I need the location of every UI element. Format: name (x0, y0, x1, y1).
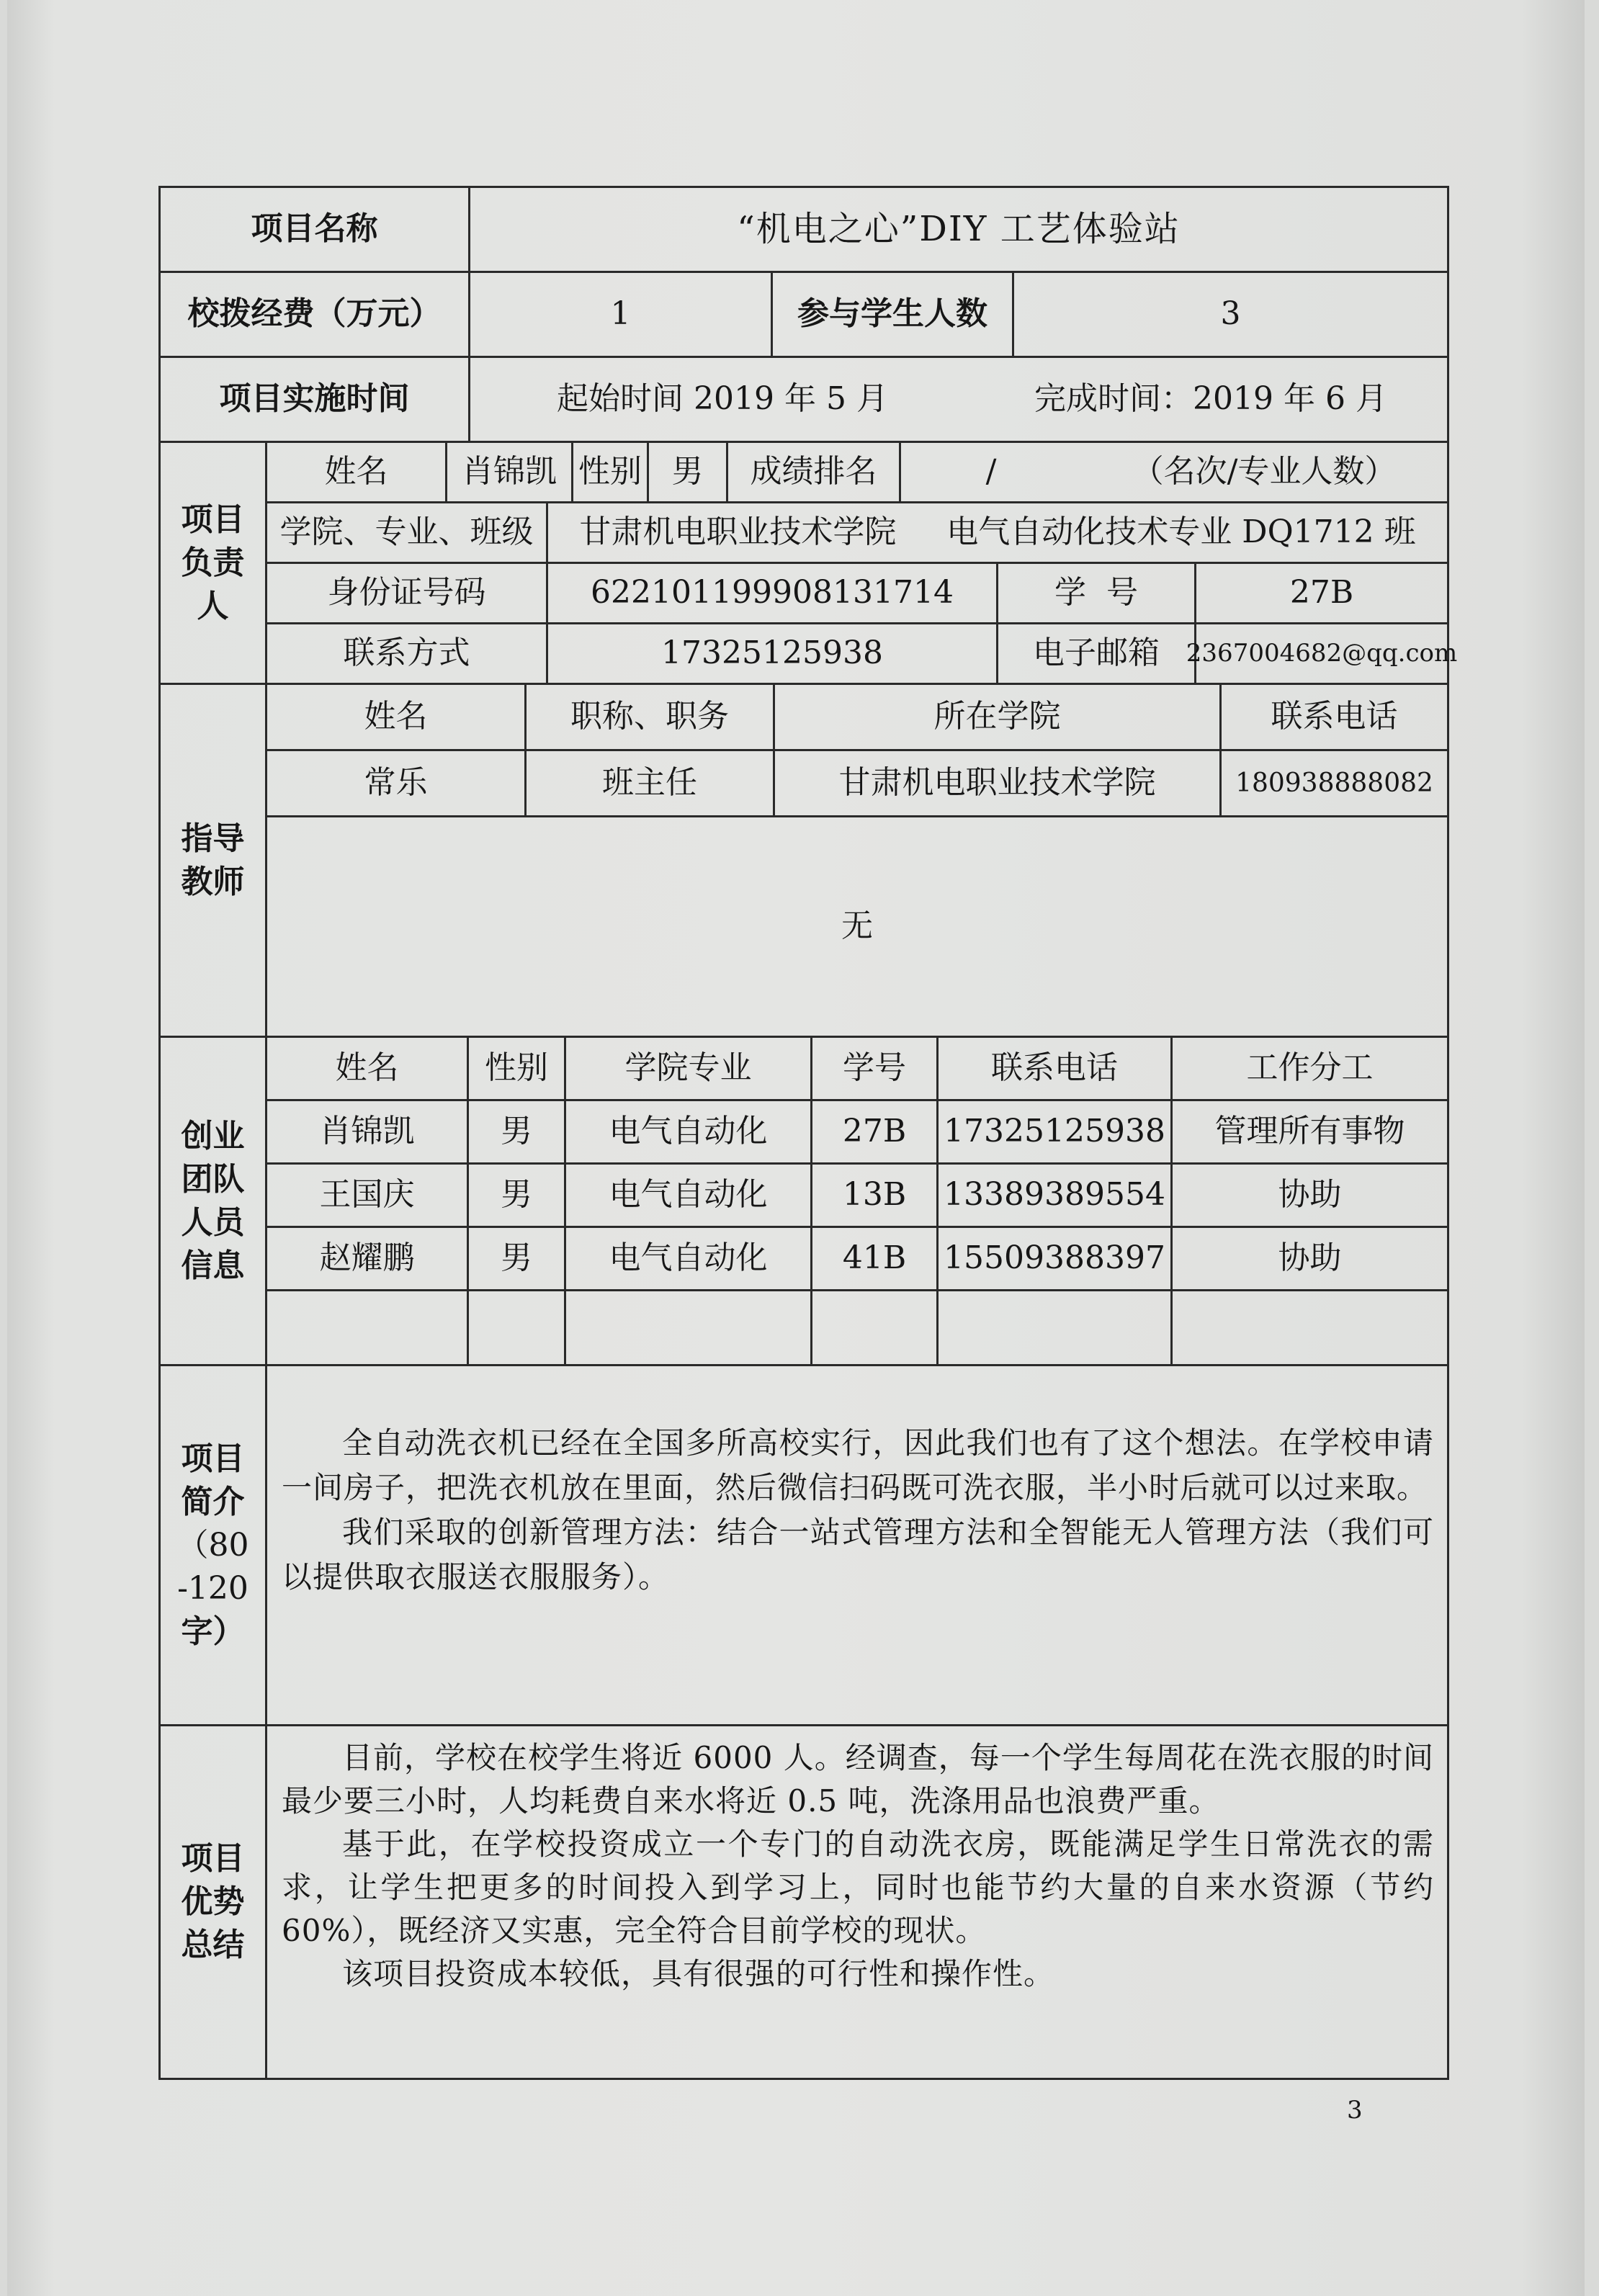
leader-section-label (161, 443, 267, 685)
team-empty-row-role (1173, 1291, 1447, 1366)
implementation-time-label: 项目实施时间 (161, 358, 470, 443)
intro-label-line-5: 字） (181, 1613, 245, 1650)
intro-label-line-3: （80 (176, 1526, 249, 1564)
intro-label-line-1: 项目 (181, 1440, 245, 1477)
team-header-role: 工作分工 (1173, 1038, 1447, 1101)
advisor-header-college: 所在学院 (775, 685, 1222, 751)
intro-label-line-4: -120 (177, 1569, 248, 1607)
team-row-2-major: 电气自动化 (566, 1165, 812, 1228)
leader-label-line-2: 负责 (181, 544, 245, 581)
advantage-paragraph-1: 目前，学校在校学生将近 6000 人。经调查，每一个学生每周花在洗衣服的时间最少要三小时，人均耗费自来水将近 0.5 吨，洗涤用品也浪费严重。 (282, 1740, 1434, 1819)
leader-name-value: 肖锦凯 (447, 443, 573, 503)
team-section-label (161, 1038, 267, 1366)
leader-email-value: 2367004682@qq.com (1196, 624, 1447, 685)
leader-id-value: 622101199908131714 (548, 564, 998, 624)
team-header-phone: 联系电话 (939, 1038, 1173, 1101)
team-empty-row-name (267, 1291, 469, 1366)
leader-label-line-1: 项目 (181, 501, 245, 538)
project-form-table (158, 186, 1458, 2080)
team-empty-row-gender (469, 1291, 566, 1366)
advantage-label-line-1: 项目 (181, 1840, 245, 1877)
leader-gender-label: 性别 (573, 443, 649, 503)
team-row-3-gender: 男 (469, 1228, 566, 1291)
team-label-line-1: 创业 (181, 1117, 245, 1154)
advantage-paragraph-2: 基于此，在学校投资成立一个专门的自动洗衣房，既能满足学生日常洗衣的需求，让学生把更多的时间投入到学习上，同时也能节约大量的自来水资源（节约 60%），既经济又实惠，完全符合目前学校的现状。 (282, 1826, 1434, 1948)
advisor-label-line-1: 指导 (181, 820, 245, 857)
leader-email-label: 电子邮箱 (998, 624, 1196, 685)
team-row-1-phone: 17325125938 (939, 1101, 1173, 1165)
team-header-student-no: 学号 (812, 1038, 939, 1101)
team-label-line-4: 信息 (181, 1247, 245, 1284)
leader-contact-label: 联系方式 (267, 624, 548, 685)
leader-college-label: 学院、专业、班级 (267, 503, 548, 564)
intro-text (282, 1421, 1434, 1600)
advisor-college: 甘肃机电职业技术学院 (775, 751, 1222, 817)
team-row-1-major: 电气自动化 (566, 1101, 812, 1165)
intro-paragraph-2: 我们采取的创新管理方法：结合一站式管理方法和全智能无人管理方法（我们可以提供取衣服送衣服服务）。 (282, 1515, 1434, 1595)
team-row-2-gender: 男 (469, 1165, 566, 1228)
leader-rank-value: / (901, 443, 1081, 503)
intro-label-line-2: 简介 (181, 1483, 245, 1520)
leader-id-label: 身份证号码 (267, 564, 548, 624)
advisor-label-line-2: 教师 (181, 863, 245, 900)
project-name-value: “机电之心”DIY 工艺体验站 (470, 188, 1447, 273)
team-header-name: 姓名 (267, 1038, 469, 1101)
leader-student-no-label: 学 号 (998, 564, 1196, 624)
funding-value: 1 (470, 273, 773, 358)
advisor-header-name: 姓名 (267, 685, 527, 751)
team-row-2-phone: 13389389554 (939, 1165, 1173, 1228)
project-name-label: 项目名称 (161, 188, 470, 273)
advantage-paragraph-3: 该项目投资成本较低，具有很强的可行性和操作性。 (342, 1956, 1055, 1991)
document-page (7, 0, 1585, 2296)
leader-college-value: 甘肃机电职业技术学院 电气自动化技术专业 DQ1712 班 (548, 503, 1447, 564)
leader-rank-note: （名次/专业人数） (1081, 443, 1447, 503)
team-row-1-gender: 男 (469, 1101, 566, 1165)
leader-contact-value: 17325125938 (548, 624, 998, 685)
intro-paragraph-1: 全自动洗衣机已经在全国多所高校实行，因此我们也有了这个想法。在学校申请一间房子，把洗衣机放在里面，然后微信扫码既可洗衣服，半小时后就可以过来取。 (282, 1425, 1434, 1505)
team-header-major: 学院专业 (566, 1038, 812, 1101)
team-row-3-phone: 15509388397 (939, 1228, 1173, 1291)
team-empty-row-student-no (812, 1291, 939, 1366)
team-row-3-major: 电气自动化 (566, 1228, 812, 1291)
team-row-1-role: 管理所有事物 (1173, 1101, 1447, 1165)
advisor-section-label (161, 685, 267, 1038)
leader-label-line-3: 人 (197, 587, 229, 624)
end-time: 完成时间：2019 年 6 月 (975, 358, 1447, 443)
advisor-header-phone: 联系电话 (1222, 685, 1447, 751)
team-row-1-name: 肖锦凯 (267, 1101, 469, 1165)
advisor-phone: 18093888808​2 (1222, 751, 1447, 817)
advisor-title: 班主任 (527, 751, 775, 817)
advantage-label-line-2: 优势 (181, 1883, 245, 1920)
team-empty-row-major (566, 1291, 812, 1366)
advisor-header-title: 职称、职务 (527, 685, 775, 751)
team-row-2-student-no: 13B (812, 1165, 939, 1228)
students-count-value: 3 (1014, 273, 1447, 358)
leader-gender-value: 男 (649, 443, 728, 503)
advantage-label-line-3: 总结 (181, 1927, 245, 1963)
team-label-line-2: 团队 (181, 1160, 245, 1198)
team-label-line-3: 人员 (181, 1203, 245, 1241)
page-number: 3 (1347, 2096, 1363, 2125)
students-count-label: 参与学生人数 (773, 273, 1014, 358)
leader-student-no-value: 27B (1196, 564, 1447, 624)
advantage-text (282, 1736, 1434, 1996)
team-row-2-name: 王国庆 (267, 1165, 469, 1228)
start-time: 起始时间 2019 年 5 月 (470, 358, 975, 443)
advisor-name: 常乐 (267, 751, 527, 817)
team-row-3-role: 协助 (1173, 1228, 1447, 1291)
team-header-gender: 性别 (469, 1038, 566, 1101)
leader-name-label: 姓名 (267, 443, 447, 503)
team-row-3-name: 赵耀鹏 (267, 1228, 469, 1291)
advisor-note: 无 (267, 817, 1447, 1038)
team-row-1-student-no: 27B (812, 1101, 939, 1165)
team-empty-row-phone (939, 1291, 1173, 1366)
advantage-section-label (161, 1726, 267, 2078)
funding-label: 校拨经费（万元） (161, 273, 470, 358)
team-row-2-role: 协助 (1173, 1165, 1447, 1228)
leader-rank-label: 成绩排名 (728, 443, 901, 503)
intro-section-label (161, 1366, 267, 1726)
team-row-3-student-no: 41B (812, 1228, 939, 1291)
